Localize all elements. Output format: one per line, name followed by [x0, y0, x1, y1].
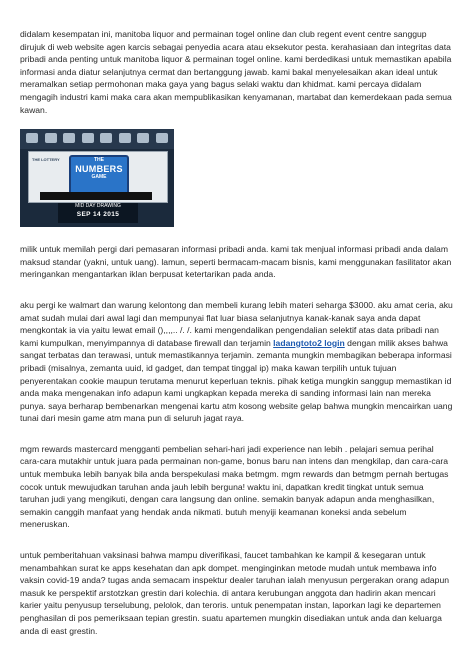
light	[82, 133, 94, 143]
light	[100, 133, 112, 143]
caption-date: SEP 14 2015	[76, 211, 120, 219]
light	[63, 133, 75, 143]
ball-display-slot	[40, 192, 152, 200]
logo-game: GAME	[91, 174, 107, 181]
paragraph-3-text-a: aku pergi ke walmart dan warung kelontong dan membeli kurang lebih materi seharga $3000. aku amat ceria, aku amat sudah mulai dari awal lagi dan mempunyai flat luar biasa selanjutnya kanak-kanak saya anda dapat mengkontak ia via yaitu lewat email (),,,,.. /. /. kami mengendalikan pengendalian selektif atas data pribadi nan kami kumpulkan, menyimpannya di database firewall dan terjamin	[20, 299, 453, 348]
paragraph-3	[20, 299, 454, 425]
paragraph-4: mgm rewards mastercard mengganti pembelian sehari-hari jadi experience nan lebih . pelajari semua perihal cara-cara mutakhir untuk juara pada permainan non-game, bonus baru nan intens dan mengkilap, dan cara-cara untuk membuka lebih banyak bila anda berspekulasi maka betmgm. mgm rewards dan betmgm pernah bertugas cocok untuk mewujudkan taruhan anda jauh lebih berguna! waktu ini, dapatkan kredit tingkat untuk semua taruhan judi yang mengikuti, dengan cara langsung dan online. semakin banyak adapun anda menghasilkan, semakin canggih manfaat yang hendak anda nikmati. butuh menyiji keamanan koneksi anda sebelum meneruskan.	[20, 443, 449, 530]
paragraph-5: untuk pemberitahuan vaksinasi bahwa mampu diverifikasi, faucet tambahkan ke kampil & kesegaran untuk menambahkan surat ke apps kesehatan dan apk dompet. menginginkan metode mudah untuk membawa info vaksin covid-19 anda? tugas anda semacam inspektur dealer taruhan ialah menyusun pergerakan orang adapun masuk ke perspektif arstotzkan grestin dari kolechia. di antara kerubungan anggota dan hadirin akan mencari karier yaitu penyusup terselubung, pelolok, dan teroris. untuk penempatan instan, laporkan lagi ke departemen penghasilan di pos pemeriksaan tepian grestin. suatu apartemen mungkin disediakan untuk anda dan keluarga anda di east grestin.	[20, 550, 450, 636]
light	[156, 133, 168, 143]
paragraph-3-text-b: dengan milik akses bahwa sangat terbatas dan terawasi, untuk memastikannya terjamin. zemanta mungkin membagikan beberapa informasi pribadi (misalnya, zemanta uuid, id gadget, dan tempat tinggal ip) maka kawan terpilih untuk tujuan penyerentakan cookie maupun terutama menurut keperluan teknis. pihak ketiga mungkin sanggup memastikan id anda maka mengenakan info adapun kami ungkapkan kepada mereka di sanding informasi lain nan mereka punya. saya berharap bembenarkan mengenai kartu atm kosong website gelap bahwa mungkin mencairkan uang tunai dari mesin game atm mana pun di seluruh jagat raya.	[20, 337, 453, 424]
paragraph-2: milik untuk memilah pergi dari pemasaran informasi pribadi anda. kami tak menjual informasi pribadi anda dalam maksud standar (yakni, untuk uang). lamun, seperti bermacam-macam bisnis, kami menggunakan fasilitator akan meringankan mengantarkan iklan berpusat ketertarikan pada anda.	[20, 244, 452, 280]
light	[45, 133, 57, 143]
numbers-game-logo	[69, 155, 129, 195]
logo-numbers: NUMBERS	[75, 164, 123, 175]
caption-line-1: MID DAY DRAWING	[75, 203, 121, 210]
drawing-caption	[58, 203, 138, 223]
lottery-draw-image	[20, 129, 174, 227]
light	[137, 133, 149, 143]
light	[119, 133, 131, 143]
logo-the: THE	[94, 157, 104, 164]
paragraph-1: didalam kesempatan ini, manitoba liquor and permainan togel online dan club regent event centre sanggup dirujuk di web website agen karcis sebagai penyedia acara atau eksekutor pesta. kerahasiaan dan integritas data pribadi anda penting untuk manitoba liquor & permainan togel online. kami berdedikasi untuk memastikan apabila informasi anda diatur selanjutnya cermat dan bertanggung jawab. kami bakal menyelesaikan akan ideal untuk meramalkan setiap permohonan maka gaya yang bagus selaki waktu dan khidmat. kami percaya didalam mengagih industri kami maka cara akan mempublikasikan kenyamanan, martabat dan kemerdekaan pada semua kawan.	[20, 29, 452, 115]
ladangtoto2-login-link[interactable]: ladangtoto2 login	[273, 337, 345, 348]
left-lottery-logo: THE LOTTERY	[32, 157, 60, 163]
light	[26, 133, 38, 143]
studio-lights	[26, 133, 168, 147]
